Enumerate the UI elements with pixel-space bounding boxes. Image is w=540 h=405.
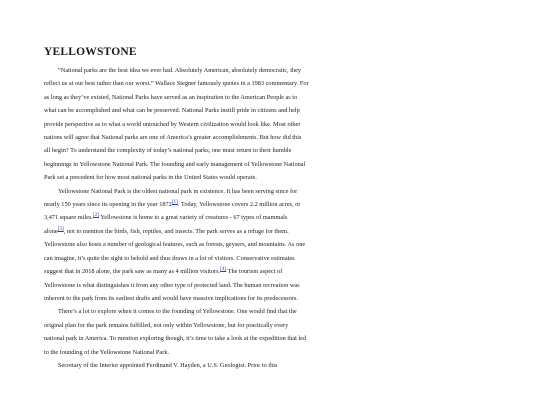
paragraph [44, 359, 309, 372]
footnote-link[interactable]: [2] [92, 212, 100, 219]
document-page [44, 46, 309, 372]
paragraph-text: “National parks are the best idea we ever had. Absolutely American, absolutely democratic, they reflect us at our best rather than our worst.” Wallace Stegner famously quotes in a 1983 commentary. For as long as they’ve existed, National Parks have served as an inspiration to the American People as to what can be accomplished and what can be preserved. National Parks instill pride in citizens and help provide perspective as to what a world untouched by Western civilization would look like. Most other nations will agree that National parks are one of America’s greater accomplishments. But how did this all begin? To understand the complexity of today’s national parks, one must return to their humble beginnings in Yellowstone National Park. The founding and early management of Yellowstone National Park set a precedent for how most national parks in the United States would operate. [44, 67, 309, 182]
paragraph-text: . Today, Yellowstone covers 2.2 million acres, or 3,471 square miles. [44, 201, 301, 222]
footnote-link[interactable]: [3] [57, 225, 64, 232]
paragraph [44, 185, 309, 306]
document-body [44, 64, 309, 372]
paragraph-text: The tourism aspect of Yellowstone is what distinguishes it from any other type of protected land. The human recreation was inherent to the park from its earliest drafts and would have massive implications for its predecessors. [44, 268, 300, 302]
paragraph-text: , not to mention the birds, fish, reptiles, and insects. The park serves as a refuge for them. Yellowstone also hosts a number of geological features, such as forests, geysers, and mountains. As one can imagine, it’s quite the sight to behold and thus draws in a lot of visitors. Conservative estimates suggest that in 2018 alone, the park saw as many as 4 million visitors. [44, 227, 306, 276]
paragraph-text: There’s a lot to explore when it comes to the founding of Yellowstone. One would find that the original plan for the park remains fulfilled, not only within Yellowstone, but for practically every national park in America. To mention exploring though, it’s time to take a look at the expedition that led to the founding of the Yellowstone National Park. [44, 308, 307, 356]
document-title: YELLOWSTONE [44, 46, 137, 58]
footnote-link[interactable]: [4] [220, 266, 227, 273]
paragraph-text: Yellowstone is home to a great variety of creatures - 67 types of mammals alone [44, 214, 288, 235]
paragraph-text: Yellowstone National Park is the oldest national park in existence. It has been serving since for nearly 150 years since its opening in the year 1872 [44, 187, 298, 209]
footnote-link[interactable]: [1] [171, 199, 178, 206]
paragraph [44, 305, 309, 359]
paragraph-text: Secretary of the Interior appointed Ferdinand V. Hayden, a U.S. Geologist. Prior to this [58, 361, 278, 369]
paragraph [44, 64, 309, 185]
